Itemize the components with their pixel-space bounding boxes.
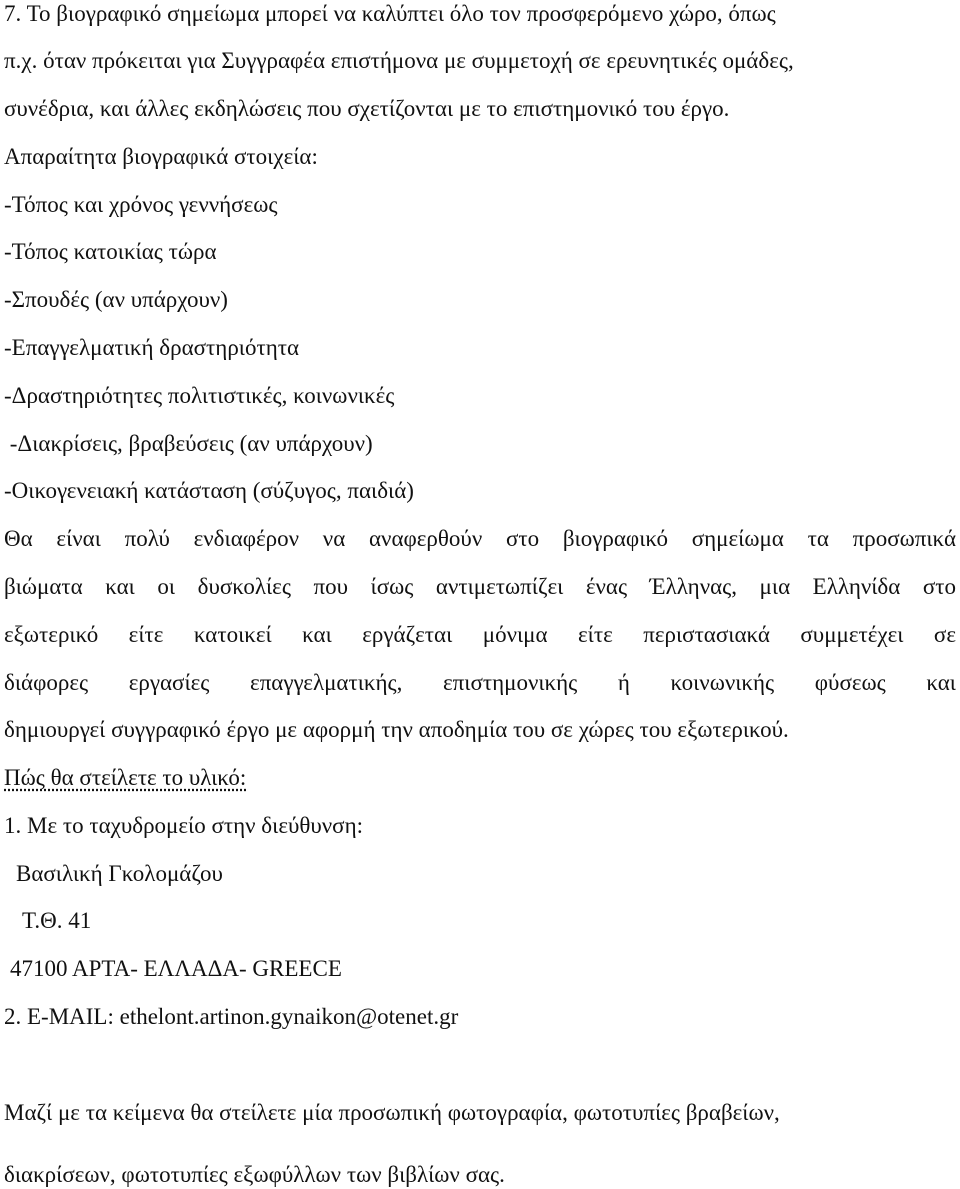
address-pobox: Τ.Θ. 41	[22, 908, 92, 933]
interest-line: Θα είναι πολύ ενδιαφέρον να αναφερθούν στο βιογραφικό σημείωμα τα προσωπικά	[4, 526, 956, 551]
required-item: -Σπουδές (αν υπάρχουν)	[4, 287, 228, 312]
interest-line: εξωτερικό είτε κατοικεί και εργάζεται μόνιμα είτε περιστασιακά συμμετέχει σε	[4, 622, 956, 647]
photo-note-line: διακρίσεων, φωτοτυπίες εξωφύλλων των βιβλίων σας.	[4, 1162, 505, 1187]
email-address[interactable]: : ethelont.artinon.gynaikon@otenet.gr	[107, 1004, 459, 1029]
interest-line: δημιουργεί συγγραφικό έργο με αφορμή την αποδημία του σε χώρες του εξωτερικού.	[4, 717, 789, 742]
item7-line-1: 7. Το βιογραφικό σημείωμα μπορεί να καλύπτει όλο τον προσφερόμενο χώρο, όπως	[4, 1, 776, 26]
photo-note-line: Μαζί με τα κείμενα θα στείλετε μία προσωπική φωτογραφία, φωτοτυπίες βραβείων,	[4, 1100, 780, 1125]
item7-line-2: π.χ. όταν πρόκειται για Συγγραφέα επιστήμονα με συμμετοχή σε ερευνητικές ομάδες,	[4, 48, 794, 73]
required-item: -Οικογενειακή κατάσταση (σύζυγος, παιδιά)	[4, 478, 414, 503]
required-item: -Τόπος κατοικίας τώρα	[4, 239, 217, 264]
send-title: Πώς θα στείλετε το υλικό:	[4, 765, 247, 790]
required-item: -Διακρίσεις, βραβεύσεις (αν υπάρχουν)	[4, 431, 373, 456]
address-city: 47100 ΑΡΤΑ- ΕΛΛΑΔΑ- GREECE	[10, 956, 342, 981]
required-title: Απαραίτητα βιογραφικά στοιχεία:	[4, 144, 318, 169]
interest-line: βιώματα και οι δυσκολίες που ίσως αντιμετωπίζει ένας Έλληνας, μια Ελληνίδα στο	[4, 574, 956, 599]
required-item: -Δραστηριότητες πολιτιστικές, κοινωνικές	[4, 383, 395, 408]
interest-line: διάφορες εργασίες επαγγελματικής, επιστημονικής ή κοινωνικής φύσεως και	[4, 670, 956, 695]
required-item: -Τόπος και χρόνος γεννήσεως	[4, 192, 278, 217]
send-email	[4, 1003, 458, 1031]
required-item: -Επαγγελματική δραστηριότητα	[4, 335, 300, 360]
address-name: Βασιλική Γκολομάζου	[16, 861, 223, 886]
send-post: 1. Με το ταχυδρομείο στην διεύθυνση:	[4, 813, 363, 838]
item7-line-3: συνέδρια, και άλλες εκδηλώσεις που σχετίζονται με το επιστημονικό του έργο.	[4, 96, 730, 121]
email-label: 2. E-MAIL	[4, 1004, 108, 1029]
